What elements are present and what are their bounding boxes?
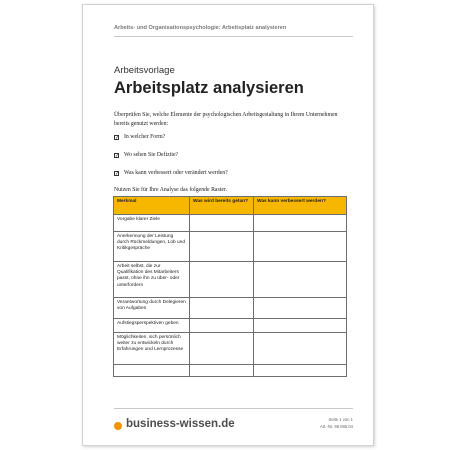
- table-cell-improvements[interactable]: [254, 333, 347, 365]
- checklist-item-label: Was kann verbessert oder verändert werden?: [124, 170, 228, 176]
- intro-paragraph: Überprüfen Sie, welche Elemente der psychologischen Arbeitsgestaltung in Ihrem Unternehmen bereits genutzt werden:: [114, 112, 338, 127]
- table-cell-current[interactable]: [190, 365, 254, 377]
- table-cell-improvements[interactable]: [254, 319, 347, 333]
- running-header: Arbeits- und Organisationspsychologie: Arbeitsplatz analysieren: [114, 25, 287, 31]
- checked-box-icon: ✓: [115, 153, 120, 159]
- page-title: Arbeitsplatz analysieren: [114, 79, 304, 97]
- orange-dot-logo-icon: [114, 422, 122, 430]
- table-cell-improvements[interactable]: [254, 298, 347, 319]
- column-header-current: Was wird bereits getan?: [190, 197, 254, 215]
- table-cell-merkmal: Anerkennung der Leistung durch Rückmeldungen, Lob und Kritikgespräche: [114, 232, 190, 262]
- checked-box-icon: ✓: [115, 171, 120, 177]
- table-intro: Nutzen Sie für Ihre Analyse das folgende Raster.: [114, 187, 228, 193]
- table-row: [114, 319, 347, 333]
- table-header-row: [114, 197, 347, 215]
- table-cell-merkmal: Vorgabe klarer Ziele: [114, 215, 190, 232]
- header-divider: [114, 36, 353, 37]
- column-header-improvements: Was kann verbessert werden?: [254, 197, 347, 215]
- table-cell-improvements[interactable]: [254, 215, 347, 232]
- table-cell-merkmal[interactable]: [114, 365, 190, 377]
- table-cell-current[interactable]: [190, 232, 254, 262]
- footer-divider: [114, 408, 353, 409]
- table-cell-current[interactable]: [190, 319, 254, 333]
- table-cell-current[interactable]: [190, 298, 254, 319]
- table-cell-current[interactable]: [190, 215, 254, 232]
- table-row: [114, 365, 347, 377]
- table-row: [114, 298, 347, 319]
- table-cell-current[interactable]: [190, 262, 254, 298]
- table-cell-merkmal: Aufstiegsperspektiven geben: [114, 319, 190, 333]
- table-row: [114, 333, 347, 365]
- checked-box-icon: ✓: [115, 135, 120, 141]
- logo-text: business-wissen.de: [126, 418, 235, 430]
- column-header-merkmal: Merkmal: [114, 197, 190, 215]
- table-cell-improvements[interactable]: [254, 262, 347, 298]
- table-row: [114, 232, 347, 262]
- page-info: [320, 417, 353, 430]
- page-number: Seite 1 von 1: [328, 417, 353, 422]
- article-number: Art.-Nr. 96.085.04: [319, 423, 353, 429]
- table-cell-merkmal: Verantwortung durch Delegieren von Aufgaben: [114, 298, 190, 319]
- checklist-item-label: Wo sehen Sie Defizite?: [124, 152, 179, 158]
- checklist-item-label: In welcher Form?: [124, 134, 166, 140]
- table-cell-improvements[interactable]: [254, 365, 347, 377]
- table-cell-current[interactable]: [190, 333, 254, 365]
- table-row: [114, 215, 347, 232]
- analysis-table: [113, 196, 347, 377]
- document-subtitle: Arbeitsvorlage: [114, 65, 175, 76]
- table-row: [114, 262, 347, 298]
- table-cell-improvements[interactable]: [254, 232, 347, 262]
- table-cell-merkmal: Möglichkeiten, sich persönlich weiter zu entwickeln durch Erfahrungen und Lernprozesse: [114, 333, 190, 365]
- table-cell-merkmal: Arbeit selbst, die zur Qualifikation des Mitarbeiters passt, ohne ihn zu über- oder unterfordern: [114, 262, 190, 298]
